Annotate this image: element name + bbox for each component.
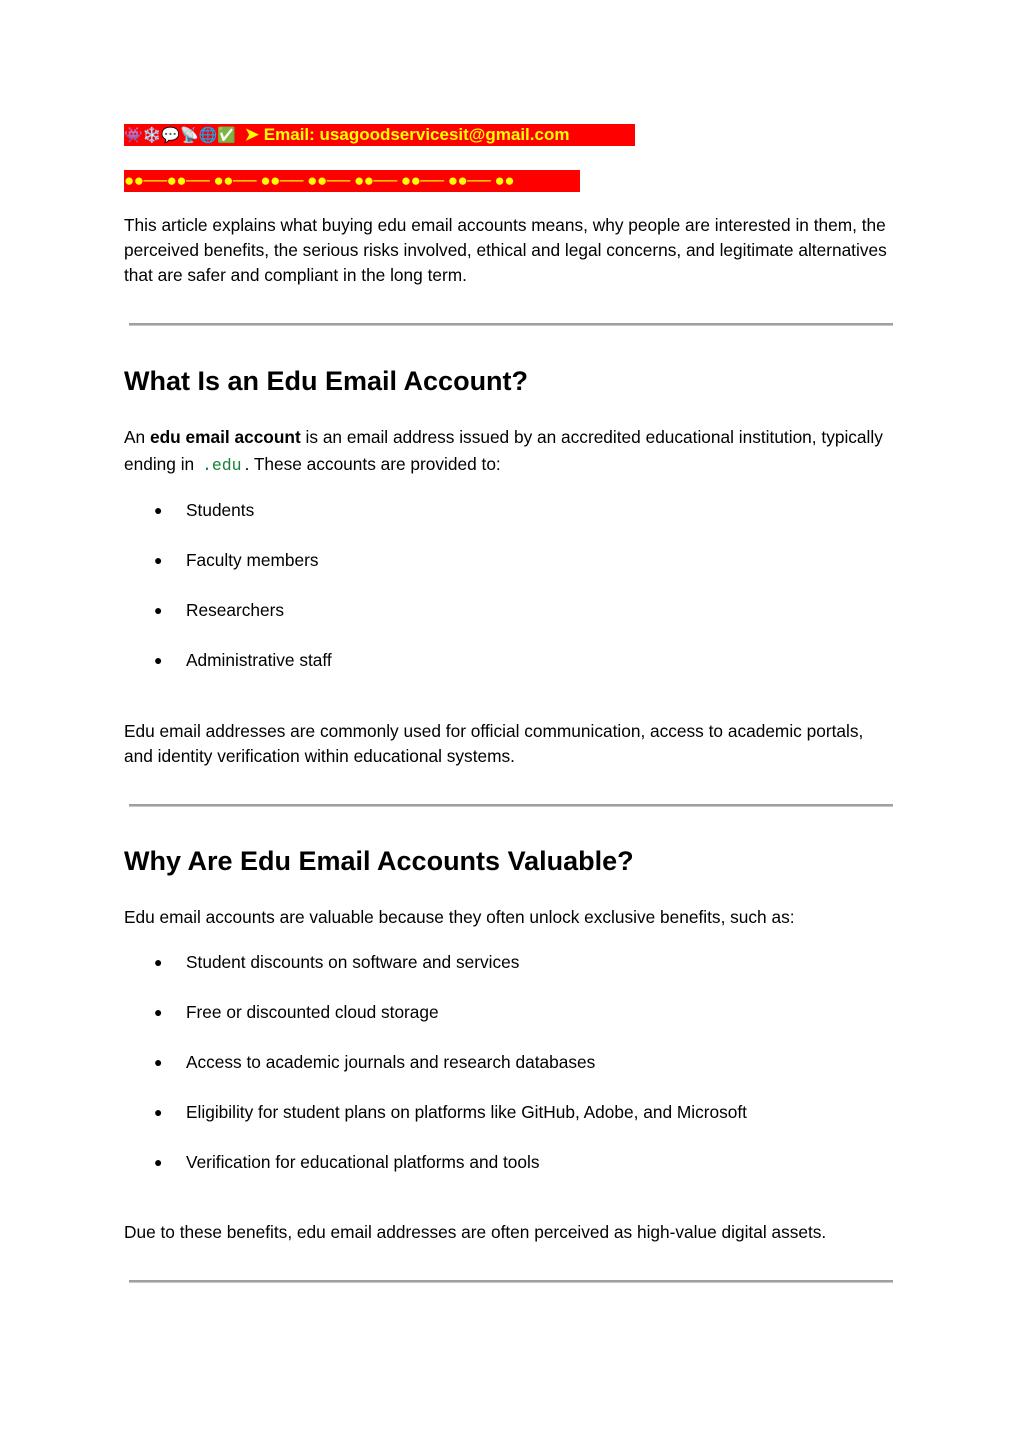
list-item [124,1050,894,1100]
list-item-text: Student discounts on software and services [186,952,520,972]
recipients-list [124,498,894,698]
contact-banner [124,124,635,146]
list-item [124,498,894,548]
section-heading: Why Are Edu Email Accounts Valuable? [124,846,634,876]
benefits-list [124,950,894,1200]
bullet-icon: ● [154,954,163,970]
text: . These accounts are provided to: [244,454,501,474]
divider-banner: ●●──●●── ●●── ●●── ●●── ●●── ●●── ●●── ●● [124,170,580,192]
list-item-text: Eligibility for student plans on platforms like GitHub, Adobe, and Microsoft [186,1102,747,1122]
horizontal-rule [129,804,893,807]
list-item [124,648,894,698]
list-item-text: Administrative staff [186,650,332,670]
text: is an email address issued by an accredited educational institution, typically ending in [124,427,883,474]
list-item-text: Researchers [186,600,284,620]
text: An [124,427,150,447]
definition-paragraph [124,424,894,479]
emoji-icons: 👾❄️💬📡🌐✅ [124,127,237,144]
bullet-icon: ● [154,1104,163,1120]
bullet-icon: ● [154,1154,163,1170]
bullet-icon: ● [154,1054,163,1070]
list-item-text: Free or discounted cloud storage [186,1002,439,1022]
list-item [124,1000,894,1050]
list-item-text: Verification for educational platforms and tools [186,1152,540,1172]
code-span: .edu [201,456,242,475]
list-item [124,1150,894,1200]
list-item [124,950,894,1000]
list-item [124,548,894,598]
bullet-icon: ● [154,652,163,668]
horizontal-rule [129,1280,893,1283]
closing-paragraph: Due to these benefits, edu email addresses are often perceived as high-value digital assets. [124,1222,827,1242]
horizontal-rule [129,323,893,326]
list-item-text: Faculty members [186,550,319,570]
list-item-text: Access to academic journals and research databases [186,1052,596,1072]
bullet-icon: ● [154,502,163,518]
list-item [124,1100,894,1150]
bullet-icon: ● [154,602,163,618]
banner-email[interactable]: Email: usagoodservicesit@gmail.com [263,125,570,144]
closing-paragraph: Edu email addresses are commonly used for official communication, access to academic portals, and identity verification within educational systems. [124,721,864,766]
intro-paragraph: This article explains what buying edu email accounts means, why people are interested in them, the perceived benefits, the serious risks involved, ethical and legal concerns, and legitimate alternatives that are safer and compliant in the long term. [124,215,887,285]
bullet-icon: ● [154,552,163,568]
arrow-icon: ➤ [244,125,260,144]
list-item-text: Students [186,500,255,520]
section-heading: What Is an Edu Email Account? [124,366,529,396]
bullet-icon: ● [154,1004,163,1020]
lead-paragraph: Edu email accounts are valuable because they often unlock exclusive benefits, such as: [124,907,795,927]
list-item [124,598,894,648]
bold-term: edu email account [149,427,301,447]
